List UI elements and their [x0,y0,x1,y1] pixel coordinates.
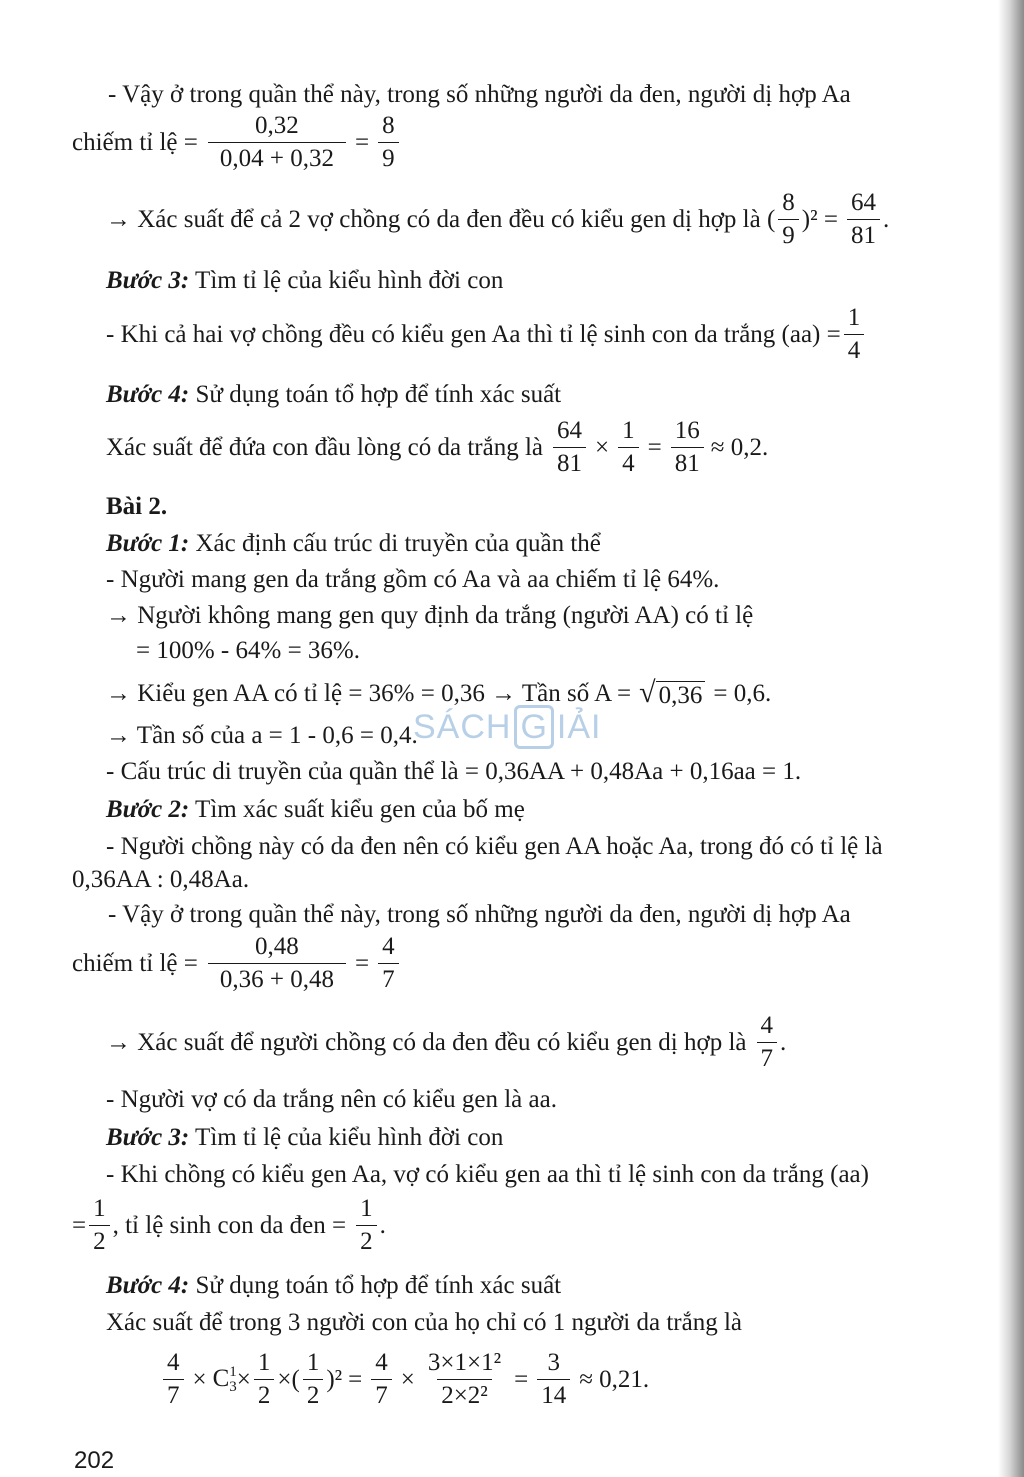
final-formula: $\frac{4}{7}$ × C 1 3 × $\frac{1}{2}$ ×( 1 2 )² = $\frac{4}{7}$ × $\frac{\text{3×1×1²}}{\text{2×2²}}$ = $\frac{3}{14}$ ≈ 0,21. [160,1350,649,1409]
step-heading: Bước 4: Sử dụng toán tổ hợp để tính xác suất [106,381,562,408]
step-heading: Bước 3: Tìm tỉ lệ của kiểu hình đời con [106,1124,504,1151]
ratio-equation: chiếm tỉ lệ = $\frac{0,32}{0,04 + 0,32}$ = $\frac{8}{9}$ [72,113,402,172]
page-edge-shadow [998,0,1024,1477]
step-heading: Bước 2: Tìm xác suất kiểu gen của bố mẹ [106,796,525,823]
frequency-line: → Kiểu gen AA có tỉ lệ = 36% = 0,36 → Tần số A = √ 0,36 = 0,6. [106,676,772,710]
ratio-equation: = $\frac{1}{2}$ , tỉ lệ sinh con da đen = $\frac{1}{2}$ . [72,1195,386,1255]
paragraph-line: - Người mang gen da trắng gồm có Aa và aa chiếm tỉ lệ 64%. [106,566,720,593]
watermark: SÁCH G IẢI [413,708,602,747]
page-number: 202 [74,1447,115,1474]
exercise-heading: Bài 2. [106,493,168,520]
paragraph-line: - Khi cả hai vợ chồng đều có kiểu gen Aa thì tỉ lệ sinh con da trắng (aa) = $\frac{1}{4}$ [106,305,867,364]
step-heading: Bước 3: Tìm tỉ lệ của kiểu hình đời con [106,267,504,294]
ratio-equation: chiếm tỉ lệ = $\frac{0,48}{0,36 + 0,48}$ = $\frac{4}{7}$ [72,934,402,993]
step-heading: Bước 4: Sử dụng toán tổ hợp để tính xác suất [106,1272,562,1299]
paragraph-line: - Vậy ở trong quần thể này, trong số những người da đen, người dị hợp Aa [108,901,851,928]
step-heading: Bước 1: Xác định cấu trúc di truyền của quần thể [106,530,601,557]
paragraph-line: - Người vợ có da trắng nên có kiểu gen là aa. [106,1086,557,1113]
paragraph-line: → Người không mang gen quy định da trắng (người AA) có tỉ lệ [106,602,754,629]
paragraph-line: 0,36AA : 0,48Aa. [72,866,250,893]
probability-line: Xác suất để đứa con đầu lòng có da trắng là $\frac{64}{81}$ × $\frac{1}{4}$ = $\frac{16}{81}$ ≈ 0,2. [106,417,769,477]
probability-line: → Xác suất để người chồng có da đen đều có kiểu gen dị hợp là 4 7 . [106,1012,787,1072]
paragraph-line: Xác suất để trong 3 người con của họ chỉ có 1 người da trắng là [106,1309,742,1336]
paragraph-line: - Cấu trúc di truyền của quần thể là = 0,36AA + 0,48Aa + 0,16aa = 1. [106,758,802,785]
probability-line: → Xác suất để cả 2 vợ chồng có da đen đều có kiểu gen dị hợp là ( 8 9 )² = $\frac{64}{81}$ . [106,189,890,249]
paragraph-line: → Tần số của a = 1 - 0,6 = 0,4. [106,722,418,749]
paragraph-line: - Khi chồng có kiểu gen Aa, vợ có kiểu gen aa thì tỉ lệ sinh con da trắng (aa) [106,1161,869,1188]
paragraph-line: = 100% - 64% = 36%. [136,637,360,664]
paragraph-line: - Người chồng này có da đen nên có kiểu gen AA hoặc Aa, trong đó có tỉ lệ là [106,833,883,860]
paragraph-line: - Vậy ở trong quần thể này, trong số những người da đen, người dị hợp Aa [108,81,851,108]
